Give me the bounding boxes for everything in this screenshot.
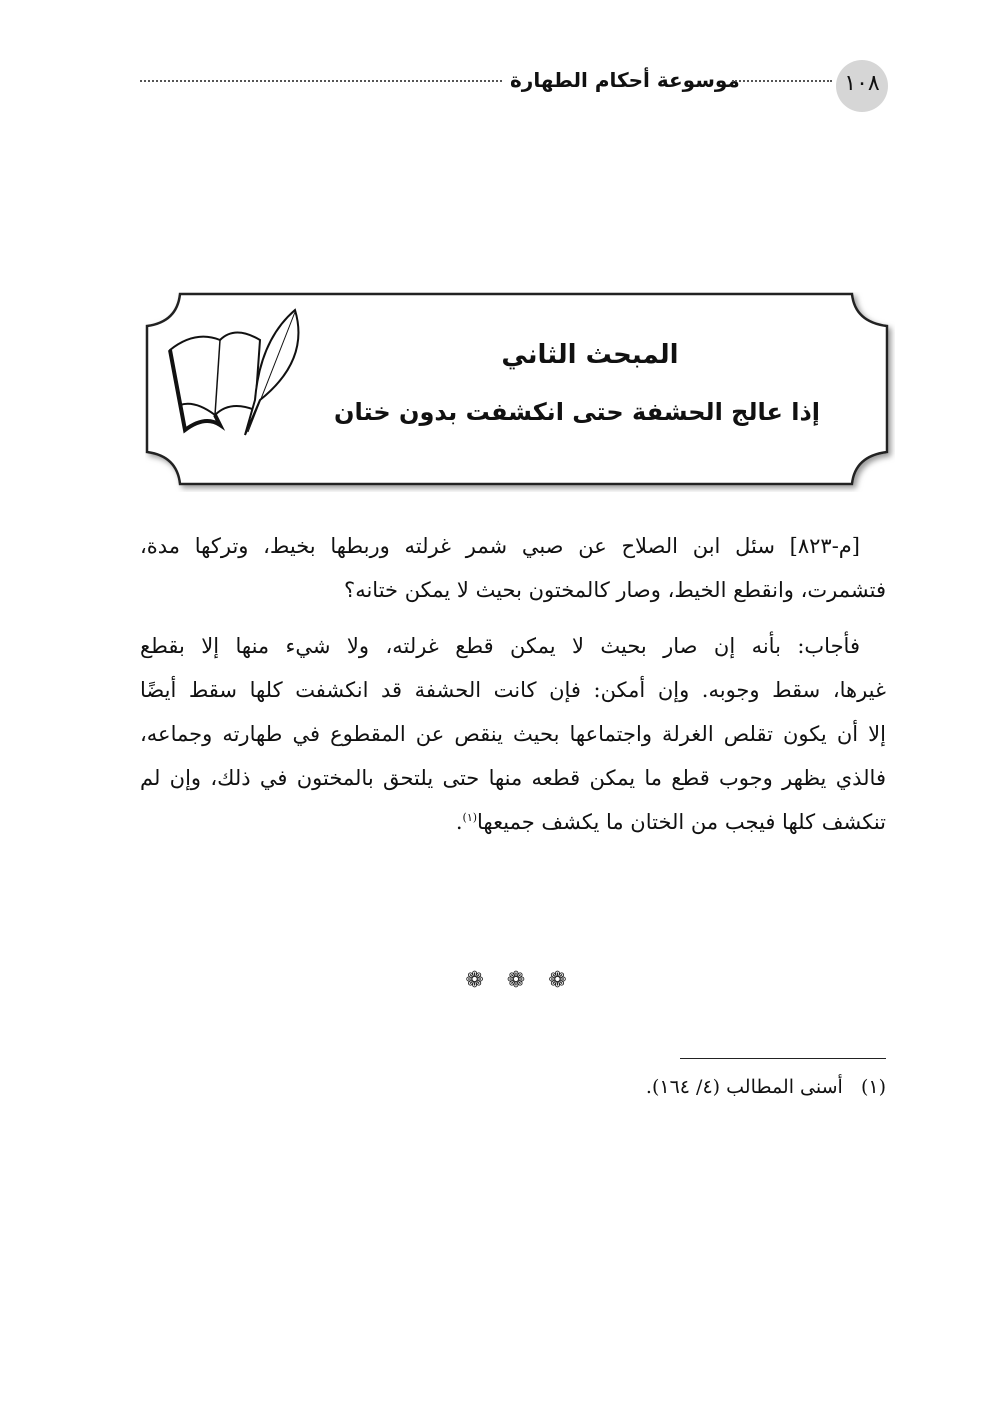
- header-dots-left: [140, 80, 502, 82]
- footnote-separator: [680, 1058, 886, 1059]
- section-heading: المبحث الثاني: [501, 340, 679, 370]
- running-title: موسوعة أحكام الطهارة: [510, 68, 740, 92]
- footnote-number: (١): [860, 1076, 886, 1098]
- body-line: إلا أن يكون تقلص الغرلة واجتماعها بحيث ينقص عن المقطوع في طهارته وجماعه،: [140, 722, 886, 746]
- section-title: إذا عالج الحشفة حتى انكشفت بدون ختان: [334, 398, 820, 426]
- running-header: [140, 62, 840, 102]
- body-line: فأجاب: بأنه إن صار بحيث لا يمكن قطع غرلته، ولا شيء منها إلا بقطع: [140, 634, 860, 658]
- body-period: .: [455, 810, 463, 834]
- section-end-ornament: ❁ ❁ ❁: [465, 968, 575, 993]
- body-line-last: [140, 810, 886, 850]
- footnote-text: أسنى المطالب (٤/ ١٦٤).: [645, 1076, 843, 1098]
- body-line: تنكشف كلها فيجب من الختان ما يكشف جميعها: [477, 810, 886, 834]
- body-line: فتشمرت، وانقطع الخيط، وصار كالمختون بحيث لا يمكن ختانه؟: [344, 578, 886, 602]
- body-line: غيرها، سقط وجوبه. وإن أمكن: فإن كانت الحشفة قد انكشفت كلها سقط أيضًا: [140, 678, 886, 702]
- page-number: ١٠٨: [836, 60, 888, 112]
- footnote: [500, 1076, 886, 1098]
- body-line: فالذي يظهر وجوب قطع ما يمكن قطعه منها حتى يلتحق بالمختون في ذلك، وإن لم: [140, 766, 886, 790]
- header-dots-right: [732, 80, 832, 82]
- book-and-quill-icon: [160, 300, 310, 440]
- body-line: [م-٨٢٣] سئل ابن الصلاح عن صبي شمر غرلته وربطها بخيط، وتركها مدة،: [140, 534, 860, 558]
- footnote-reference[interactable]: (١): [462, 811, 478, 824]
